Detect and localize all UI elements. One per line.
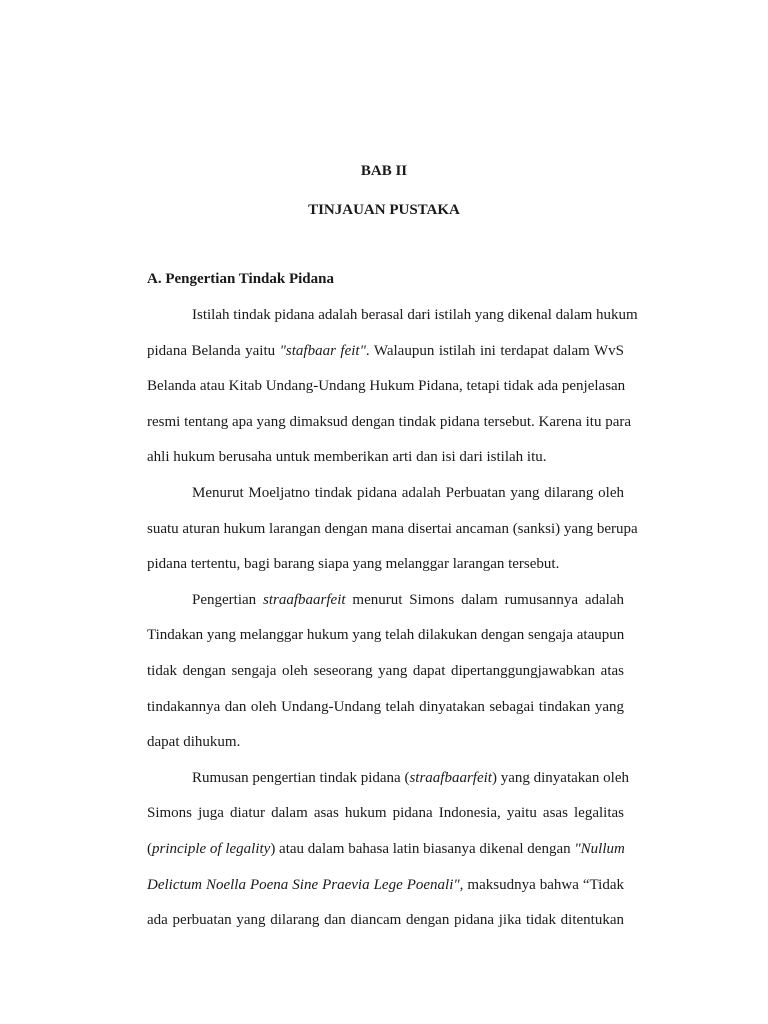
text-line (147, 626, 624, 662)
text-segment: resmi tentang apa yang dimaksud dengan tindak pidana tersebut. Karena itu para (147, 413, 631, 430)
text-line (147, 377, 624, 413)
text-segment: tindakannya dan oleh Undang-Undang telah dinyatakan sebagai tindakan yang (147, 698, 624, 715)
text-line (147, 911, 624, 947)
text-segment: suatu aturan hukum larangan dengan mana disertai ancaman (sanksi) yang berupa (147, 520, 638, 537)
italic-term: "Nullum (574, 840, 625, 857)
text-segment: pidana Belanda yaitu (147, 342, 280, 359)
text-line (147, 520, 638, 556)
text-line (147, 662, 624, 698)
text-line (147, 306, 638, 342)
italic-term: straafbaarfeit (409, 769, 492, 786)
text-segment: Menurut Moeljatno tindak pidana adalah Perbuatan yang dilarang oleh (192, 484, 624, 501)
text-line (147, 591, 624, 627)
italic-term: principle of legality (152, 840, 271, 857)
italic-term: straafbaarfeit (263, 591, 346, 608)
text-segment: , maksudnya bahwa “Tidak (459, 876, 624, 893)
text-line (147, 769, 630, 805)
text-line (147, 698, 624, 734)
text-line (147, 555, 624, 591)
text-segment: ) atau dalam bahasa latin biasanya dikenal dengan (270, 840, 575, 857)
section-heading: A. Pengertian Tindak Pidana (147, 271, 334, 287)
text-segment: menurut Simons dalam rumusannya adalah (345, 591, 624, 608)
text-segment: pidana tertentu, bagi barang siapa yang melanggar larangan tersebut. (147, 556, 560, 573)
text-segment: ) yang dinyatakan oleh (491, 769, 630, 786)
text-segment: Simons juga diatur dalam asas hukum pidana Indonesia, yaitu asas legalitas (147, 805, 624, 822)
text-segment: ada perbuatan yang dilarang dan diancam dengan pidana jika tidak ditentukan (147, 912, 624, 929)
italic-term: Delictum Noella Poena Sine Praevia Lege Poenali" (147, 876, 460, 893)
text-line (147, 733, 624, 769)
chapter-number: BAB II (360, 163, 408, 179)
text-segment: ( (147, 840, 152, 857)
body-text (147, 306, 638, 947)
text-line (147, 840, 624, 876)
italic-term: "stafbaar feit" (279, 342, 366, 359)
text-line (147, 876, 624, 912)
text-line (147, 413, 631, 449)
text-segment: tidak dengan sengaja oleh seseorang yang dapat dipertanggungjawabkan atas (147, 662, 624, 679)
text-line (147, 342, 624, 378)
text-line (147, 804, 624, 840)
text-segment: Tindakan yang melanggar hukum yang telah dilakukan dengan sengaja ataupun (147, 627, 625, 644)
text-segment: dapat dihukum. (147, 734, 241, 751)
text-segment: Belanda atau Kitab Undang-Undang Hukum Pidana, tetapi tidak ada penjelasan (147, 378, 626, 395)
text-line (147, 448, 624, 484)
text-segment: . Walaupun istilah ini terdapat dalam WvS (365, 342, 624, 359)
text-segment: Rumusan pengertian tindak pidana ( (192, 769, 410, 786)
chapter-title: TINJAUAN PUSTAKA (308, 202, 460, 218)
text-segment: Istilah tindak pidana adalah berasal dari istilah yang dikenal dalam hukum (192, 307, 638, 323)
text-segment: Pengertian (192, 591, 264, 608)
text-segment: ahli hukum berusaha untuk memberikan arti dan isi dari istilah itu. (147, 449, 547, 466)
text-line (147, 484, 624, 520)
